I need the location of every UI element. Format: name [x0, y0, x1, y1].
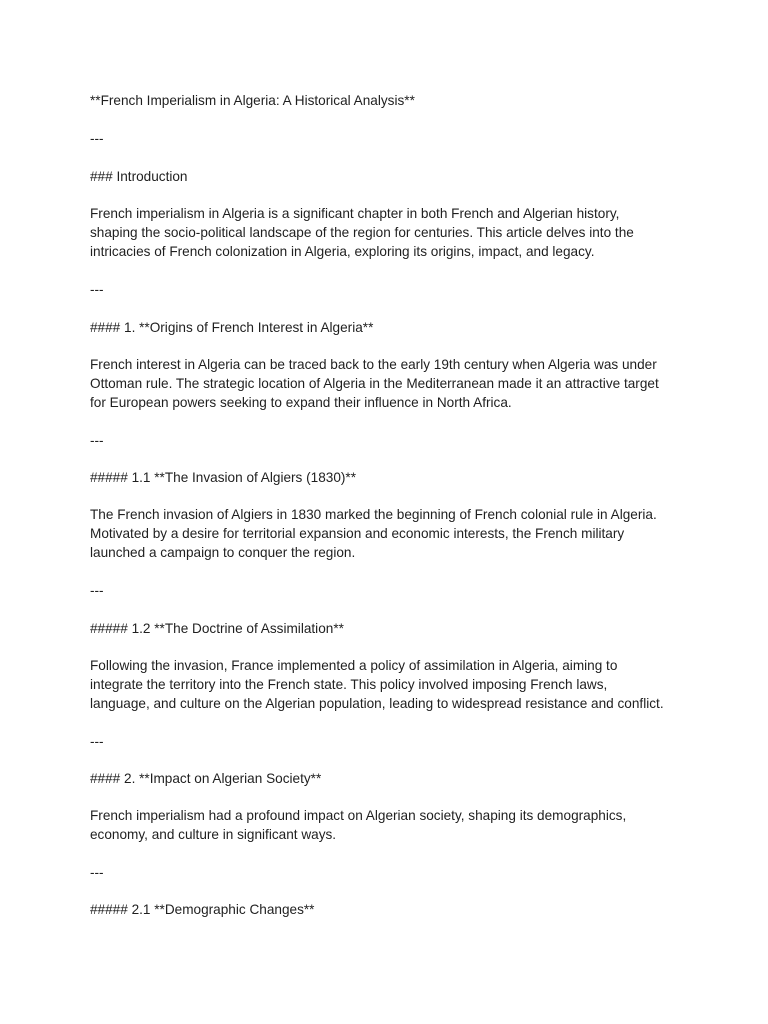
paragraph-line: intricacies of French colonization in Algeria, exploring its origins, impact, and legacy.	[90, 244, 595, 259]
paragraph-line: Following the invasion, France implemented a policy of assimilation in Algeria, aiming to	[90, 658, 618, 673]
paragraph-line: The French invasion of Algiers in 1830 marked the beginning of French colonial rule in Algeria.	[90, 507, 657, 522]
section-2-heading: #### 2. **Impact on Algerian Society**	[90, 771, 322, 786]
section-1-heading: #### 1. **Origins of French Interest in Algeria**	[90, 320, 374, 335]
separator: ---	[90, 583, 104, 598]
paragraph-line: Motivated by a desire for territorial expansion and economic interests, the French military	[90, 526, 625, 541]
section-1-paragraph	[90, 355, 690, 412]
paragraph-line: Ottoman rule. The strategic location of Algeria in the Mediterranean made it an attractive target	[90, 376, 659, 391]
section-1-2-heading: ##### 1.2 **The Doctrine of Assimilation**	[90, 621, 344, 636]
paragraph-line: integrate the territory into the French state. This policy involved imposing French laws,	[90, 677, 608, 692]
paragraph-line: launched a campaign to conquer the region.	[90, 545, 356, 560]
paragraph-line: French imperialism had a profound impact on Algerian society, shaping its demographics,	[90, 808, 627, 823]
document-title: **French Imperialism in Algeria: A Historical Analysis**	[90, 93, 415, 108]
section-2-1-heading: ##### 2.1 **Demographic Changes**	[90, 902, 315, 917]
section-1-2-paragraph	[90, 656, 690, 713]
section-1-1-paragraph	[90, 505, 690, 562]
paragraph-line: shaping the socio-political landscape of the region for centuries. This article delves into the	[90, 225, 634, 240]
paragraph-line: French imperialism in Algeria is a significant chapter in both French and Algerian history,	[90, 206, 620, 221]
separator: ---	[90, 865, 104, 880]
separator: ---	[90, 282, 104, 297]
separator: ---	[90, 131, 104, 146]
paragraph-line: language, and culture on the Algerian population, leading to widespread resistance and conflict.	[90, 696, 664, 711]
paragraph-line: economy, and culture in significant ways.	[90, 827, 337, 842]
separator: ---	[90, 433, 104, 448]
section-1-1-heading: ##### 1.1 **The Invasion of Algiers (1830)**	[90, 470, 357, 485]
introduction-paragraph	[90, 204, 690, 261]
introduction-heading: ### Introduction	[90, 169, 188, 184]
section-2-paragraph	[90, 806, 690, 844]
separator: ---	[90, 734, 104, 749]
paragraph-line: for European powers seeking to expand their influence in North Africa.	[90, 395, 512, 410]
paragraph-line: French interest in Algeria can be traced back to the early 19th century when Algeria was under	[90, 357, 657, 372]
